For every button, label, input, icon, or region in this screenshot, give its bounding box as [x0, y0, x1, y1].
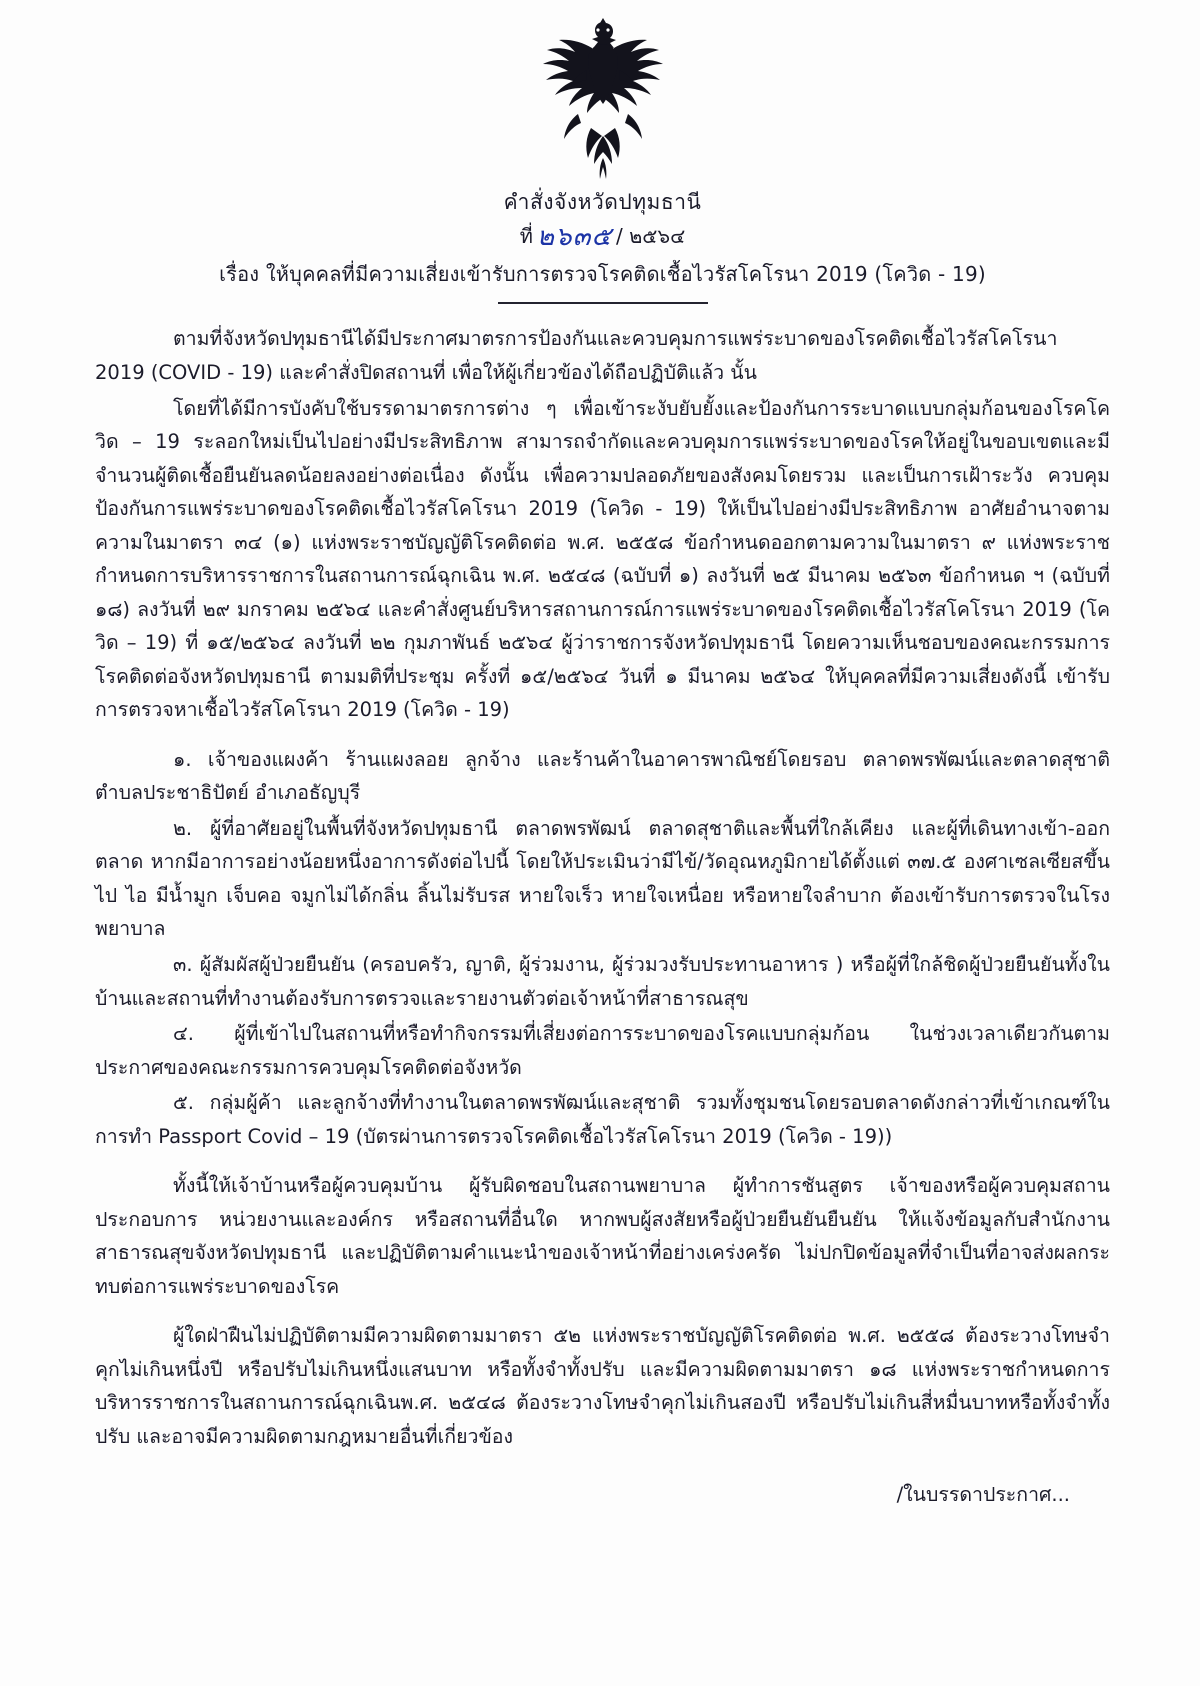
paragraph-gap — [95, 729, 1110, 743]
paragraph-reporting: ทั้งนี้ให้เจ้าบ้านหรือผู้ควบคุมบ้าน ผู้รับผิดชอบในสถานพยาบาล ผู้ทำการชันสูตร เจ้าของหรือผู้ควบคุมสถานประกอบการ หน่วยงานและองค์กร หรือสถานที่อื่นใด หากพบผู้สงสัยหรือผู้ป่วยยืนยันยืนยัน ให้แจ้งข้อมูลกับสำนักงานสาธารณสุขจังหวัดปทุมธานี และปฏิบัติตามคำแนะนำของเจ้าหน้าที่อย่างเคร่งครัด ไม่ปกปิดข้อมูลที่จำเป็นที่อาจส่งผลกระทบต่อการแพร่ระบาดของโรค — [95, 1174, 1110, 1298]
document-number-suffix: / ๒๕๖๔ — [616, 224, 686, 249]
document-body — [95, 322, 1110, 1453]
closing-gap — [95, 1155, 1110, 1169]
emblem-container — [95, 18, 1110, 188]
paragraph-intro: ตามที่จังหวัดปทุมธานีได้มีประกาศมาตรการป้องกันและควบคุมการแพร่ระบาดของโรคติดเชื้อไวรัสโคโรนา 2019 (COVID - 19) และคำสั่งปิดสถานที่ เพื่อให้ผู้เกี่ยวข้องได้ถือปฏิบัติแล้ว นั้น — [95, 327, 1058, 384]
document-number-handwritten: ๒๖๓๕ — [536, 222, 613, 253]
document-number-line — [95, 218, 1110, 253]
footer-note: /ในบรรดาประกาศ... — [896, 1483, 1070, 1507]
list-item-2: ๒. ผู้ที่อาศัยอยู่ในพื้นที่จังหวัดปทุมธานี ตลาดพรพัฒน์ ตลาดสุชาติและพื้นที่ใกล้เคียง และผู้ที่เดินทางเข้า-ออกตลาด หากมีอาการอย่างน้อยหนึ่งอาการดังต่อไปนี้ โดยให้ประเมินว่ามีไข้/วัดอุณหภูมิกายได้ตั้งแต่ ๓๗.๕ องศาเซลเซียสขึ้นไป ไอ มีน้ำมูก เจ็บคอ จมูกไม่ได้กลิ่น ลิ้นไม่รับรส หายใจเร็ว หายใจเหนื่อย หรือหายใจลำบาก ต้องเข้ารับการตรวจในโรงพยาบาล — [95, 816, 1110, 941]
document-subject: เรื่อง ให้บุคคลที่มีความเสี่ยงเข้ารับการตรวจโรคติดเชื้อไวรัสโคโรนา 2019 (โควิด - 19) — [219, 262, 986, 287]
document-number-prefix: ที่ — [519, 224, 533, 249]
document-heading — [95, 188, 1110, 304]
list-item-5: ๕. กลุ่มผู้ค้า และลูกจ้างที่ทำงานในตลาดพรพัฒน์และสุชาติ รวมทั้งชุมชนโดยรอบตลาดดังกล่าวที่เข้าเกณฑ์ในการทำ Passport Covid – 19 (บัตรผ่านการตรวจโรคติดเชื้อไวรัสโคโรนา 2019 (โควิด - 19)) — [95, 1091, 1110, 1148]
list-item-1: ๑. เจ้าของแผงค้า ร้านแผงลอย ลูกจ้าง และร้านค้าในอาคารพาณิชย์โดยรอบ ตลาดพรพัฒน์และตลาดสุชาติ ตำบลประชาธิปัตย์ อำเภอธัญบุรี — [95, 747, 1110, 805]
paragraph-authority: โดยที่ได้มีการบังคับใช้บรรดามาตรการต่าง ๆ เพื่อเข้าระงับยับยั้งและป้องกันการระบาดแบบกลุ่มก้อนของโรคโควิด – 19 ระลอกใหม่เป็นไปอย่างมีประสิทธิภาพ สามารถจำกัดและควบคุมการแพร่ระบาดของโรคให้อยู่ในขอบเขตและมีจำนวนผู้ติดเชื้อยืนยันลดน้อยลงอย่างต่อเนื่อง ดังนั้น เพื่อความปลอดภัยของสังคมโดยรวม และเป็นการเฝ้าระวัง ควบคุม ป้องกันการแพร่ระบาดของโรคติดเชื้อไวรัสโคโรนา 2019 (โควิด - 19) ให้เป็นไปอย่างมีประสิทธิภาพ อาศัยอำนาจตามความในมาตรา ๓๔ (๑) แห่งพระราชบัญญัติโรคติดต่อ พ.ศ. ๒๕๕๘ ข้อกำหนดออกตามความในมาตรา ๙ แห่งพระราชกำหนดการบริหารราชการในสถานการณ์ฉุกเฉิน พ.ศ. ๒๕๔๘ (ฉบับที่ ๑) ลงวันที่ ๒๕ มีนาคม ๒๕๖๓ ข้อกำหนด ฯ (ฉบับที่ ๑๘) ลงวันที่ ๒๙ มกราคม ๒๕๖๔ และคำสั่งศูนย์บริหารสถานการณ์การแพร่ระบาดของโรคติดเชื้อไวรัสโคโรนา 2019 (โควิด – 19) ที่ ๑๕/๒๕๖๔ ลงวันที่ ๒๒ กุมภาพันธ์ ๒๕๖๔ ผู้ว่าราชการจังหวัดปทุมธานี โดยความเห็นชอบของคณะกรรมการโรคติดต่อจังหวัดปทุมธานี ตามมติที่ประชุม ครั้งที่ ๑๕/๒๕๖๔ วันที่ ๑ มีนาคม ๒๕๖๔ ให้บุคคลที่มีความเสี่ยงดังนี้ เข้ารับการตรวจหาเชื้อไวรัสโคโรนา 2019 (โควิด - 19) — [95, 396, 1110, 722]
list-item-4: ๔. ผู้ที่เข้าไปในสถานที่หรือทำกิจกรรมที่เสี่ยงต่อการระบาดของโรคแบบกลุ่มก้อน ในช่วงเวลาเดียวกันตามประกาศของคณะกรรมการควบคุมโรคติดต่อจังหวัด — [95, 1022, 1110, 1079]
bottom-spacer — [95, 1510, 1110, 1630]
list-item-3: ๓. ผู้สัมผัสผู้ป่วยยืนยัน (ครอบครัว, ญาติ, ผู้ร่วมงาน, ผู้ร่วมวงรับประทานอาหาร ) หรือผู้ที่ใกล้ชิดผู้ป่วยยืนยันทั้งในบ้านและสถานที่ทำงานต้องรับการตรวจและรายงานตัวต่อเจ้าหน้าที่สาธารณสุข — [95, 953, 1110, 1010]
penalty-gap — [95, 1305, 1110, 1319]
document-title: คำสั่งจังหวัดปทุมธานี — [503, 190, 702, 214]
garuda-emblem — [508, 18, 698, 183]
paragraph-penalty: ผู้ใดฝ่าฝืนไม่ปฏิบัติตามมีความผิดตามมาตรา ๕๒ แห่งพระราชบัญญัติโรคติดต่อ พ.ศ. ๒๕๕๘ ต้องระวางโทษจำคุกไม่เกินหนึ่งปี หรือปรับไม่เกินหนึ่งแสนบาท หรือทั้งจำทั้งปรับ และมีความผิดตามมาตรา ๑๘ แห่งพระราชกำหนดการบริหารราชการในสถานการณ์ฉุกเฉินพ.ศ. ๒๕๔๘ ต้องระวางโทษจำคุกไม่เกินสองปี หรือปรับไม่เกินสี่หมื่นบาทหรือทั้งจำทั้งปรับ และอาจมีความผิดตามกฎหมายอื่นที่เกี่ยวข้อง — [95, 1324, 1110, 1448]
title-divider — [498, 302, 708, 304]
